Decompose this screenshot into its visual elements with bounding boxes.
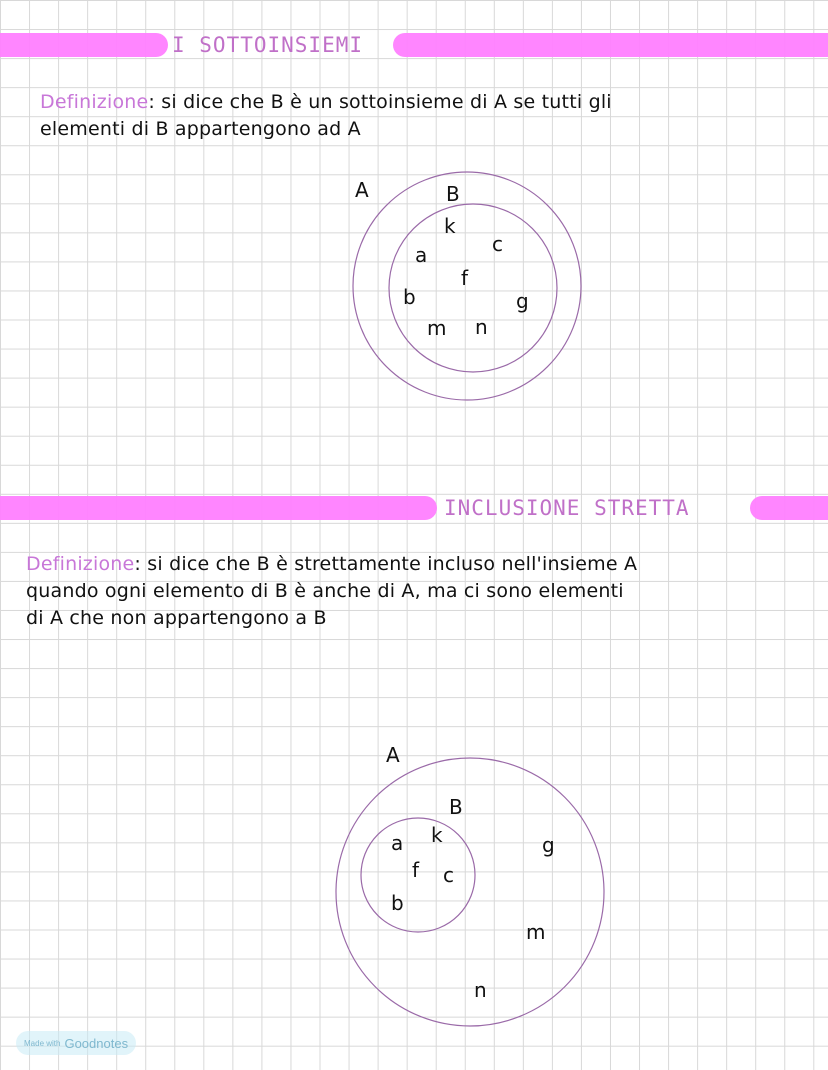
set-b-label: B <box>446 182 460 206</box>
section1-definition-line1 <box>40 89 612 116</box>
element: b <box>403 285 416 309</box>
element: n <box>475 315 488 339</box>
definition-text: : si dice che B è strettamente incluso nell'insieme A <box>134 553 638 575</box>
section1-definition <box>40 89 612 143</box>
definition-keyword: Definizione <box>26 553 135 575</box>
element: a <box>391 831 404 855</box>
element: c <box>443 863 454 887</box>
section2-title: INCLUSIONE STRETTA <box>444 496 690 520</box>
element: k <box>431 823 443 847</box>
element: f <box>461 266 469 290</box>
definition-text: : si dice che B è un sottoinsieme di A se tutti gli <box>148 91 612 113</box>
section1-definition-line2: elementi di B appartengono ad A <box>40 118 361 140</box>
goodnotes-watermark <box>16 1031 136 1055</box>
element: g <box>516 289 529 313</box>
element: m <box>526 920 546 944</box>
section1-title: I SOTTOINSIEMI <box>172 33 364 57</box>
watermark-brand: Goodnotes <box>64 1035 129 1051</box>
element: c <box>492 232 503 256</box>
element: a <box>415 243 428 267</box>
section2-definition-line1 <box>26 551 637 578</box>
definition-keyword: Definizione <box>40 91 149 113</box>
element: m <box>427 316 447 340</box>
section1-banner-left <box>0 33 168 57</box>
set-a-label: A <box>386 743 400 767</box>
section2-banner-right <box>750 496 828 520</box>
element: g <box>542 833 555 857</box>
set-a-circle <box>336 758 604 1026</box>
element: b <box>391 891 404 915</box>
section2-definition-line3: di A che non appartengono a B <box>26 607 327 629</box>
section2-definition <box>26 551 637 632</box>
set-a-label: A <box>355 178 369 202</box>
set-b-label: B <box>449 795 463 819</box>
element: k <box>444 214 456 238</box>
watermark-prefix: Made with <box>24 1038 61 1048</box>
element: f <box>412 858 420 882</box>
section2-definition-line2: quando ogni elemento di B è anche di A, ma ci sono elementi <box>26 580 624 602</box>
section2-banner-left <box>0 496 437 520</box>
section1-banner-right <box>393 33 828 57</box>
element: n <box>474 978 487 1002</box>
